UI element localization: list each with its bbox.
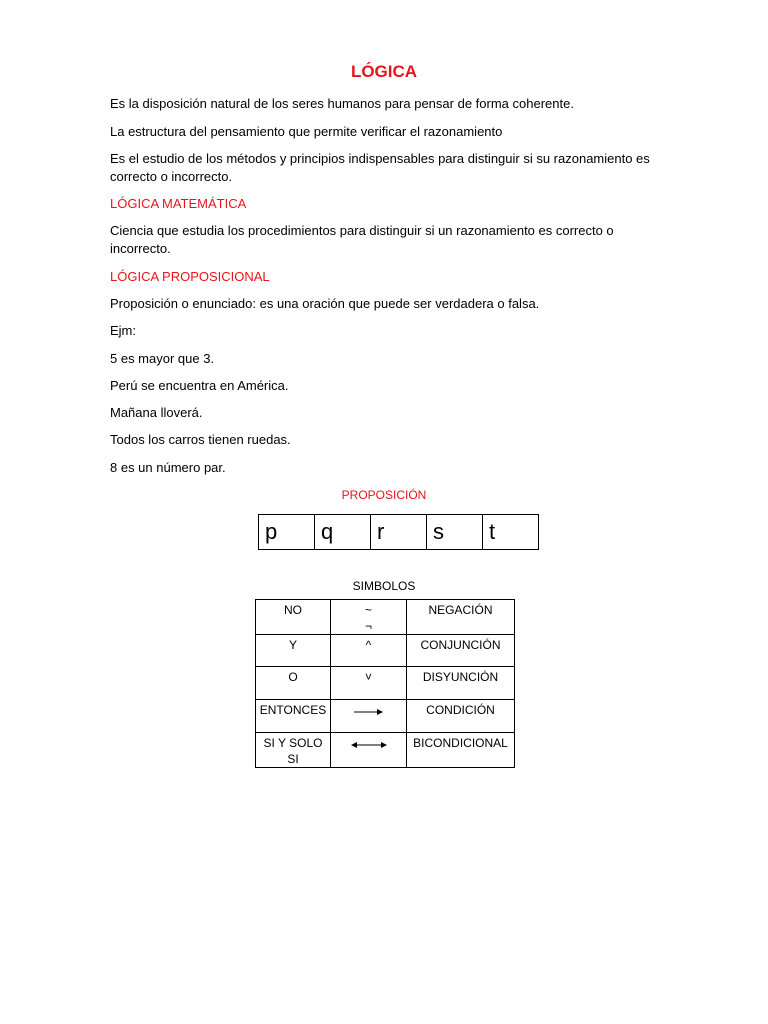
- example-label: Ejm:: [110, 323, 136, 338]
- connective-name: NEGACIÓN: [407, 600, 515, 635]
- negation-symbol: ~ ¬: [331, 600, 407, 635]
- logica-matematica-text: Ciencia que estudia los procedimientos para distinguir si un razonamiento es correcto o incorrecto.: [110, 223, 614, 256]
- proposicion-definition: Proposición o enunciado: es una oración que puede ser verdadera o falsa.: [110, 296, 540, 311]
- connective-word: NO: [256, 600, 331, 635]
- biconditional-symbol: [331, 733, 407, 768]
- definition-1: Es la disposición natural de los seres humanos para pensar de forma coherente.: [110, 96, 574, 111]
- connective-word: O: [256, 667, 331, 700]
- example-item: 8 es un número par.: [110, 460, 226, 475]
- connective-word: SI Y SOLO SI: [256, 733, 331, 768]
- variable-cell: p: [259, 515, 315, 550]
- table-row: [256, 667, 515, 700]
- symbols-table: [255, 599, 515, 768]
- table-row: [256, 600, 515, 635]
- example-item: Mañana lloverá.: [110, 405, 203, 420]
- example-item: Perú se encuentra en América.: [110, 378, 289, 393]
- variable-cell: r: [371, 515, 427, 550]
- connective-word: Y: [256, 635, 331, 667]
- variable-cell: s: [427, 515, 483, 550]
- double-arrow-icon: [350, 741, 388, 749]
- example-item: Todos los carros tienen ruedas.: [110, 432, 291, 447]
- table-row: [256, 635, 515, 667]
- conjunction-symbol: ^: [331, 635, 407, 667]
- definition-2: La estructura del pensamiento que permite verificar el razonamiento: [110, 124, 503, 139]
- definition-3: Es el estudio de los métodos y principios indispensables para distinguir si su razonamiento es correcto o incorrecto.: [110, 151, 650, 184]
- heading-logica-proposicional: LÓGICA PROPOSICIONAL: [110, 269, 270, 284]
- connective-name: CONDICIÓN: [407, 700, 515, 733]
- table-row: [256, 700, 515, 733]
- variable-cell: t: [483, 515, 539, 550]
- disjunction-symbol: ˅: [331, 667, 407, 700]
- page-title: LÓGICA: [350, 62, 418, 81]
- conditional-symbol: [331, 700, 407, 733]
- heading-logica-matematica: LÓGICA MATEMÁTICA: [110, 196, 247, 211]
- table-row: [256, 733, 515, 768]
- table-row: [259, 515, 539, 550]
- proposicion-label: PROPOSICIÓN: [341, 488, 427, 502]
- variable-cell: q: [315, 515, 371, 550]
- simbolos-label: SIMBOLOS: [352, 579, 416, 593]
- proposition-variables-table: [258, 514, 539, 550]
- connective-name: CONJUNCIÓN: [407, 635, 515, 667]
- connective-name: DISYUNCIÓN: [407, 667, 515, 700]
- connective-word: ENTONCES: [256, 700, 331, 733]
- example-item: 5 es mayor que 3.: [110, 351, 215, 366]
- connective-name: BICONDICIONAL: [407, 733, 515, 768]
- right-arrow-icon: [354, 708, 384, 716]
